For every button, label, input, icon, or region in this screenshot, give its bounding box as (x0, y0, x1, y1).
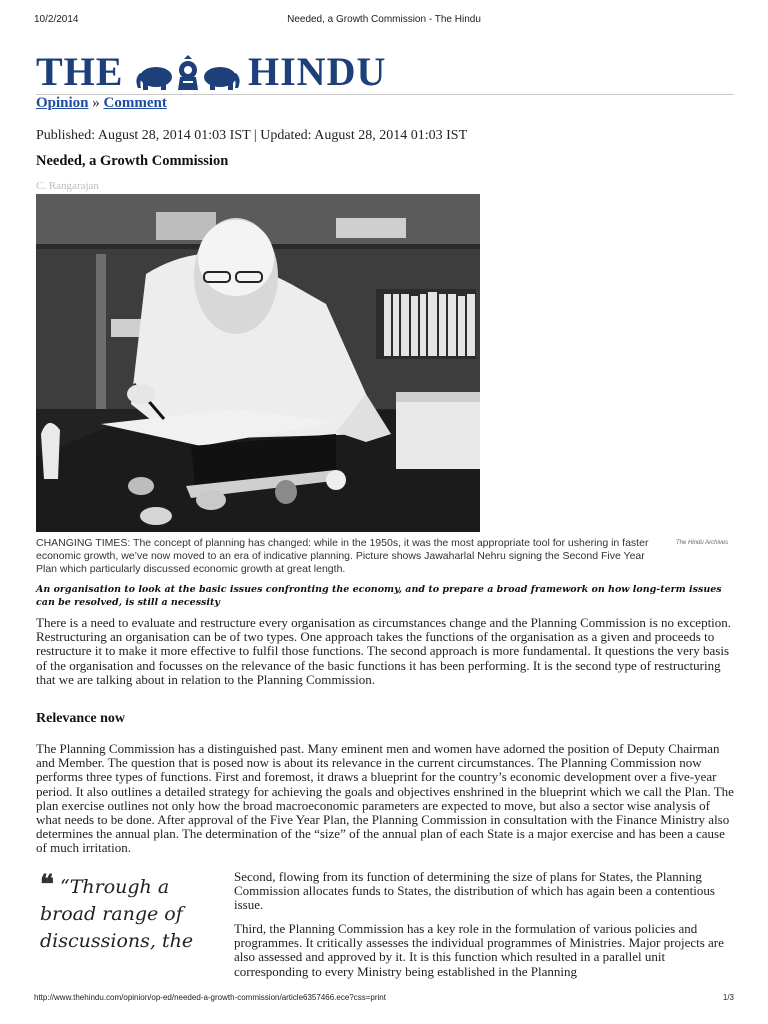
page-url[interactable]: http://www.thehindu.com/opinion/op-ed/needed-a-growth-commission/article6357466.ece?css=print (34, 993, 386, 1002)
print-date: 10/2/2014 (34, 14, 79, 25)
publish-date: Published: August 28, 2014 01:03 IST | Updated: August 28, 2014 01:03 IST (36, 128, 468, 143)
masthead-word-hindu: HINDU (248, 49, 387, 94)
pull-quote-text: “Through a broad range of discussions, the (40, 876, 194, 952)
article-paragraph-3: Second, flowing from its function of determining the size of plans for States, the Planning Commission allocates funds to States, the distribution of which has again been a contentious issue. (234, 869, 715, 913)
print-page-title: Needed, a Growth Commission - The Hindu (287, 14, 481, 25)
page-number: 1/3 (722, 993, 734, 1002)
photo-caption: CHANGING TIMES: The concept of planning has changed: while in the 1950s, it was the most appropriate tool for ushering in faster economic growth, we’ve now moved to an era of indicative planning. Picture shows Jawaharlal Nehru signing the Second Five Year Plan which particularly discussed economic growth at great length. (36, 537, 649, 575)
elephant-lion-crest-icon (134, 55, 242, 91)
article-headline: Needed, a Growth Commission (36, 153, 229, 169)
article-paragraph-2: The Planning Commission has a distinguished past. Many eminent men and women have adorned the position of Deputy Chairman and Member. The question that is posed now is about its relevance in the current circumstances. The Planning Commission now performs three types of functions. First and foremost, it draws a blueprint for the country’s economic development over a five-year period. It also outlines a detailed strategy for achieving the goals and objectives enshrined in the blueprint which we call the Plan. The plan exercise outlines not only how the broad macroeconomic parameters are expected to move, but also a sector wise analysis of what needs to be done. After approval of the Five Year Plan, the Planning Commission in consultation with the Finance Ministry also determines the annual plan. The determination of the “size” of the annual plan of each State is a major exercise and has been a cause of much irritation. (36, 741, 734, 856)
pull-quote (40, 872, 212, 955)
subheading-relevance-now: Relevance now (36, 711, 126, 726)
breadcrumb-opinion-link[interactable]: Opinion (36, 95, 89, 111)
breadcrumb (36, 95, 167, 112)
article-standfirst: An organisation to look at the basic issues confronting the economy, and to prepare a broad framework on how long-term issues can be resolved, is still a necessity (36, 584, 722, 608)
article-photo (36, 194, 480, 532)
article-paragraph-1: There is a need to evaluate and restructure every organisation as circumstances change and the Planning Commission is no exception. Restructuring an organisation can be of two types. One approach takes the functions of the organisation as a given and proceeds to restructure it to make it more effective to fulfil those functions. The second approach is more fundamental. It questions the very basis of the organisation and focusses on the relevance of the basic functions it has been performing. It is the second type of restructuring that we are talking about in relation to the Planning Commission. (36, 615, 732, 687)
masthead-word-the: THE (36, 49, 124, 94)
breadcrumb-separator: » (92, 95, 100, 111)
article-author[interactable]: C. Rangarajan (36, 180, 99, 192)
masthead[interactable] (36, 49, 734, 95)
breadcrumb-comment-link[interactable]: Comment (103, 95, 167, 111)
article-paragraph-4: Third, the Planning Commission has a key role in the formulation of various policies and programmes. It critically assesses the individual programmes of Ministries. Major projects are also assessed and approved by it. It is this function which resulted in a parallel unit corresponding to every Ministry being established in the Planning (234, 921, 724, 979)
photo-credit: The Hindu Archives (676, 540, 729, 546)
quote-mark-icon: ❝ (40, 870, 54, 900)
